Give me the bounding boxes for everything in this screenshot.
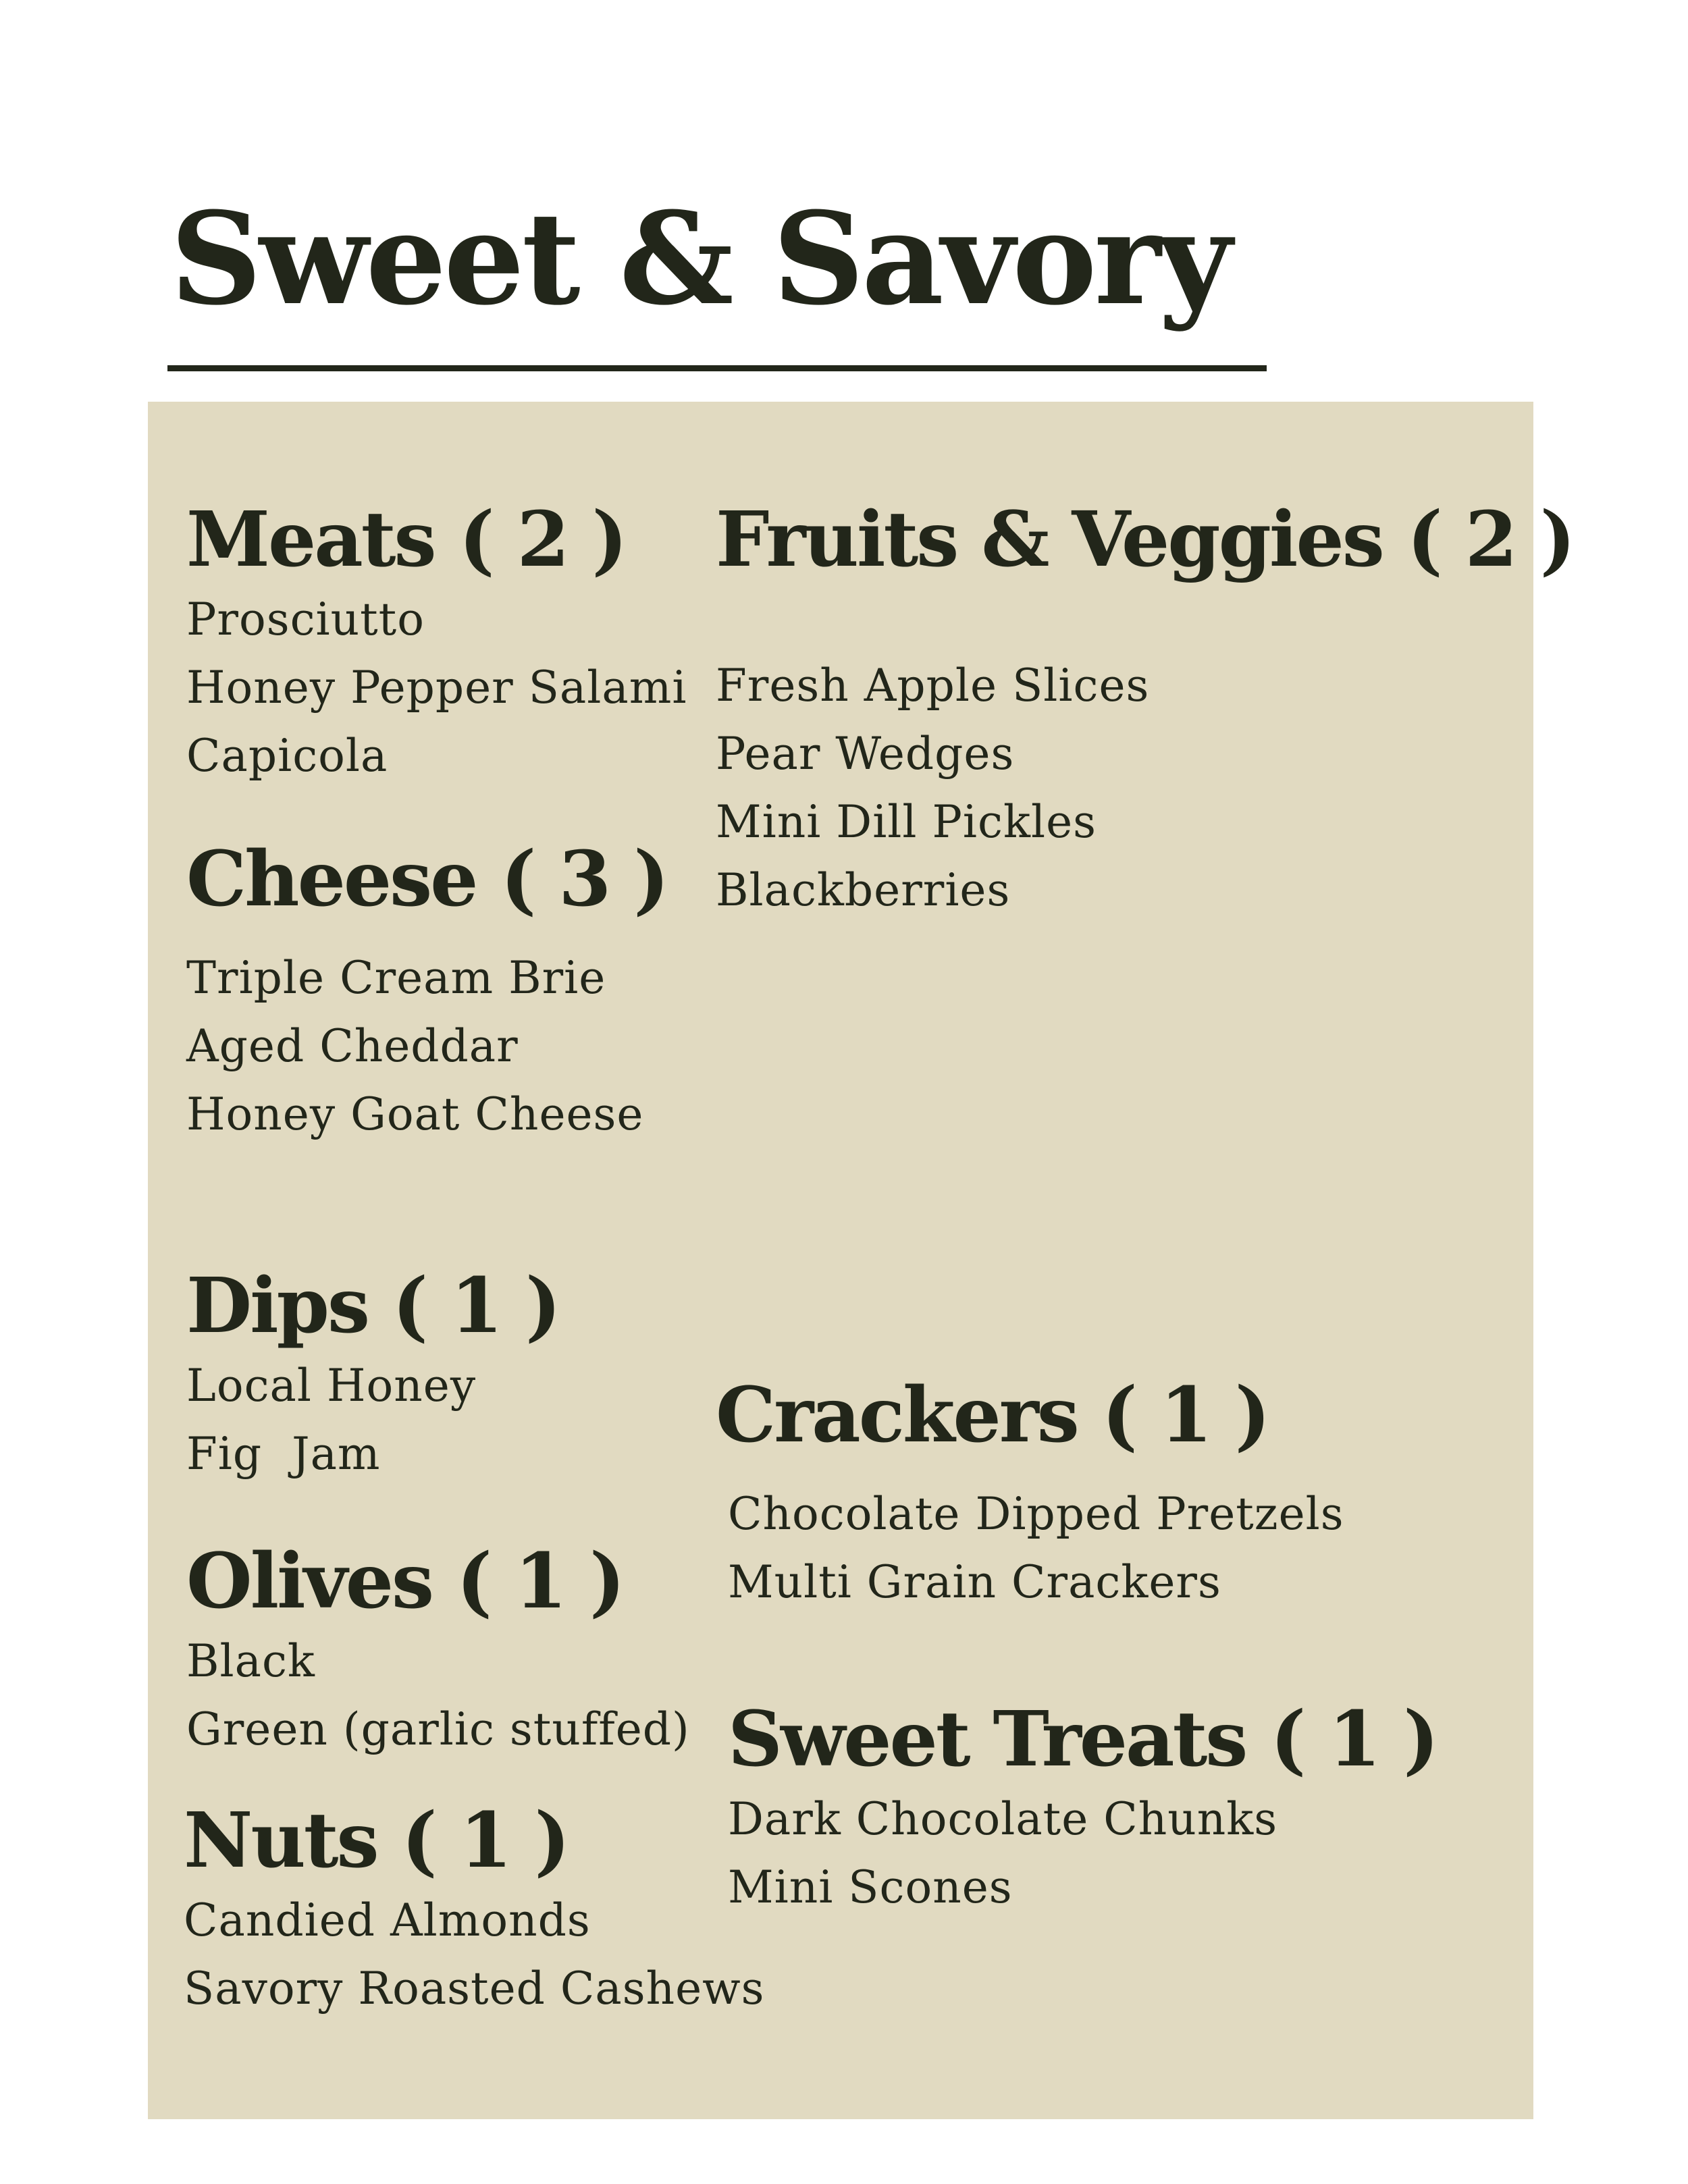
page-title: Sweet & Savory: [170, 184, 1230, 334]
list-item: Local Honey: [186, 1360, 477, 1412]
list-item: Mini Scones: [728, 1861, 1013, 1914]
list-item: Multi Grain Crackers: [728, 1556, 1221, 1609]
list-item: Honey Goat Cheese: [186, 1088, 644, 1141]
section-heading: Dips ( 1 ): [186, 1262, 559, 1350]
list-item: Dark Chocolate Chunks: [728, 1793, 1278, 1846]
list-item: Savory Roasted Cashews: [184, 1963, 765, 2015]
title-underline: [167, 365, 1267, 371]
section-heading: Crackers ( 1 ): [716, 1371, 1269, 1460]
list-item: Aged Cheddar: [186, 1020, 519, 1073]
list-item: Candied Almonds: [184, 1894, 591, 1947]
list-item: Mini Dill Pickles: [716, 796, 1097, 849]
section-dips: [186, 1261, 559, 1488]
list-item: Pear Wedges: [716, 728, 1015, 780]
section-heading: Meats ( 2 ): [186, 496, 626, 584]
section-heading: Nuts ( 1 ): [184, 1796, 569, 1885]
list-item: Capicola: [186, 730, 388, 782]
section-crackers: [716, 1370, 1344, 1616]
section-sweet-treats: [728, 1695, 1437, 1921]
list-item: Chocolate Dipped Pretzels: [728, 1488, 1344, 1541]
section-cheese: [186, 834, 667, 1148]
list-item: Blackberries: [716, 864, 1011, 917]
section-meats: [186, 495, 687, 790]
section-fruits-veggies: [716, 495, 1574, 924]
section-heading: Sweet Treats ( 1 ): [728, 1695, 1438, 1784]
section-heading: Olives ( 1 ): [186, 1537, 623, 1626]
list-item: Black: [186, 1635, 315, 1688]
list-item: Honey Pepper Salami: [186, 662, 687, 714]
section-heading: Fruits & Veggies ( 2 ): [716, 496, 1574, 584]
list-item: Fig Jam: [186, 1428, 381, 1481]
list-item: Fresh Apple Slices: [716, 660, 1150, 712]
list-item: Prosciutto: [186, 593, 425, 646]
section-heading: Cheese ( 3 ): [186, 835, 668, 924]
list-item: Green (garlic stuffed): [186, 1703, 690, 1756]
list-item: Triple Cream Brie: [186, 952, 606, 1005]
section-olives: [186, 1537, 690, 1763]
section-nuts: [184, 1796, 765, 2023]
